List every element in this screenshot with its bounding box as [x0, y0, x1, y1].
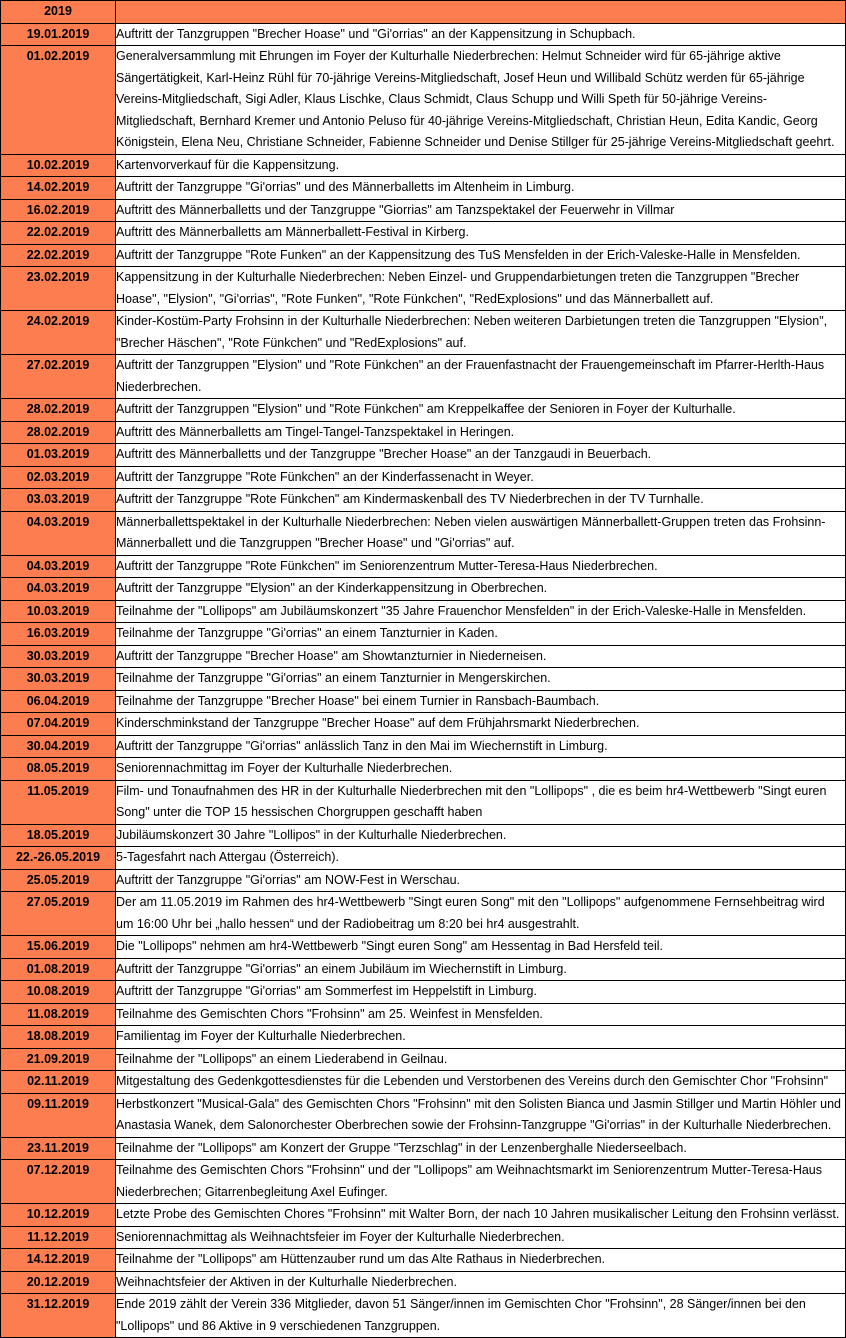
event-text-cell: Auftritt der Tanzgruppe "Elysion" an der Kinderkappensitzung in Oberbrechen. [116, 578, 846, 601]
event-text-cell: Auftritt der Tanzgruppe "Gi'orrias" an einem Jubiläum im Wiechernstift in Limburg. [116, 958, 846, 981]
event-date-cell: 30.03.2019 [1, 645, 116, 668]
event-date-cell: 31.12.2019 [1, 1294, 116, 1338]
event-date-cell: 07.04.2019 [1, 713, 116, 736]
event-date-cell: 27.02.2019 [1, 355, 116, 399]
event-row [1, 1271, 846, 1294]
event-date-cell: 01.03.2019 [1, 444, 116, 467]
event-text-cell: 5-Tagesfahrt nach Attergau (Österreich). [116, 847, 846, 870]
event-date-cell: 04.03.2019 [1, 578, 116, 601]
event-row [1, 399, 846, 422]
event-row [1, 1093, 846, 1137]
event-row [1, 1071, 846, 1094]
event-row [1, 1226, 846, 1249]
event-row [1, 199, 846, 222]
event-row [1, 1137, 846, 1160]
event-row [1, 1160, 846, 1204]
event-row [1, 1249, 846, 1272]
event-row [1, 780, 846, 824]
event-text-cell: Auftritt der Tanzgruppe "Gi'orrias" am NOW-Fest in Werschau. [116, 869, 846, 892]
event-row [1, 466, 846, 489]
event-text-cell: Teilnahme der Tanzgruppe "Gi'orrias" an einem Tanzturnier in Mengerskirchen. [116, 668, 846, 691]
event-date-cell: 03.03.2019 [1, 489, 116, 512]
event-row [1, 735, 846, 758]
event-text-cell: Teilnahme der "Lollipops" am Konzert der Gruppe "Terzschlag" in der Lenzenberghalle Niederseelbach. [116, 1137, 846, 1160]
event-date-cell: 11.08.2019 [1, 1003, 116, 1026]
event-date-cell: 20.12.2019 [1, 1271, 116, 1294]
event-row [1, 555, 846, 578]
event-row [1, 177, 846, 200]
event-text-cell: Auftritt der Tanzgruppe "Rote Fünkchen" an der Kinderfassenacht in Weyer. [116, 466, 846, 489]
event-date-cell: 02.03.2019 [1, 466, 116, 489]
event-text-cell: Jubiläumskonzert 30 Jahre "Lollipos" in der Kulturhalle Niederbrechen. [116, 824, 846, 847]
event-row [1, 1294, 846, 1338]
event-date-cell: 11.05.2019 [1, 780, 116, 824]
event-row [1, 355, 846, 399]
event-text-cell: Auftritt des Männerballetts und der Tanzgruppe "Brecher Hoase" an der Tanzgaudi in Beuerbach. [116, 444, 846, 467]
event-text-cell: Auftritt der Tanzgruppen "Brecher Hoase" und "Gi'orrias" an der Kappensitzung in Schupbach. [116, 23, 846, 46]
event-date-cell: 10.08.2019 [1, 981, 116, 1004]
event-row [1, 444, 846, 467]
event-text-cell: Auftritt der Tanzgruppe "Rote Fünkchen" im Seniorenzentrum Mutter-Teresa-Haus Niederbrechen. [116, 555, 846, 578]
event-row [1, 511, 846, 555]
event-text-cell: Auftritt der Tanzgruppe "Gi'orrias" anlässlich Tanz in den Mai im Wiechernstift in Limburg. [116, 735, 846, 758]
event-text-cell: Weihnachtsfeier der Aktiven in der Kulturhalle Niederbrechen. [116, 1271, 846, 1294]
event-row [1, 1204, 846, 1227]
event-row [1, 311, 846, 355]
event-text-cell: Die "Lollipops" nehmen am hr4-Wettbewerb "Singt euren Song" am Hessentag in Bad Hersfeld teil. [116, 936, 846, 959]
event-row [1, 824, 846, 847]
event-text-cell: Familientag im Foyer der Kulturhalle Niederbrechen. [116, 1026, 846, 1049]
event-row [1, 578, 846, 601]
event-text-cell: Teilnahme der "Lollipops" am Jubiläumskonzert "35 Jahre Frauenchor Mensfelden" in der Erich-Valeske-Halle in Mensfelden. [116, 600, 846, 623]
event-text-cell: Männerballettspektakel in der Kulturhalle Niederbrechen: Neben vielen auswärtigen Männerballett-Gruppen treten das Frohsinn-Männerballett und die Tanzgruppen "Brecher Hoase" und "Gi'orrias" auf. [116, 511, 846, 555]
event-text-cell: Teilnahme der Tanzgruppe "Brecher Hoase" bei einem Turnier in Ransbach-Baumbach. [116, 690, 846, 713]
event-row [1, 758, 846, 781]
event-row [1, 489, 846, 512]
event-date-cell: 22.02.2019 [1, 244, 116, 267]
event-text-cell: Seniorennachmittag im Foyer der Kulturhalle Niederbrechen. [116, 758, 846, 781]
event-row [1, 623, 846, 646]
event-text-cell: Auftritt der Tanzgruppe "Gi'orrias" am Sommerfest im Heppelstift in Limburg. [116, 981, 846, 1004]
event-date-cell: 22.02.2019 [1, 222, 116, 245]
event-text-cell: Auftritt des Männerballetts und der Tanzgruppe "Giorrias" am Tanzspektakel der Feuerwehr in Villmar [116, 199, 846, 222]
event-row [1, 46, 846, 155]
year-header-row [1, 1, 846, 24]
event-text-cell: Mitgestaltung des Gedenkgottesdienstes für die Lebenden und Verstorbenen des Vereins durch den Gemischter Chor "Frohsinn" [116, 1071, 846, 1094]
event-row [1, 981, 846, 1004]
event-row [1, 936, 846, 959]
event-date-cell: 28.02.2019 [1, 399, 116, 422]
event-row [1, 1003, 846, 1026]
event-text-cell: Teilnahme des Gemischten Chors "Frohsinn" und der "Lollipops" am Weihnachtsmarkt im Seniorenzentrum Mutter-Teresa-Haus Niederbrechen; Gitarrenbegleitung Axel Eufinger. [116, 1160, 846, 1204]
event-date-cell: 14.12.2019 [1, 1249, 116, 1272]
event-text-cell: Teilnahme der Tanzgruppe "Gi'orrias" an einem Tanzturnier in Kaden. [116, 623, 846, 646]
event-text-cell: Der am 11.05.2019 im Rahmen des hr4-Wettbewerb "Singt euren Song" mit den "Lollipops" aufgenommene Fernsehbeitrag wird um 16:00 Uhr bei „hallo hessen“ und der Radiobeitrag um 8:20 bei hr4 ausgestrahlt. [116, 892, 846, 936]
event-row [1, 892, 846, 936]
event-text-cell: Letzte Probe des Gemischten Chores "Frohsinn" mit Walter Born, der nach 10 Jahren musikalischer Leitung den Frohsinn verlässt. [116, 1204, 846, 1227]
event-date-cell: 30.04.2019 [1, 735, 116, 758]
event-date-cell: 18.05.2019 [1, 824, 116, 847]
event-row [1, 267, 846, 311]
event-row [1, 869, 846, 892]
event-date-cell: 14.02.2019 [1, 177, 116, 200]
event-text-cell: Kartenvorverkauf für die Kappensitzung. [116, 154, 846, 177]
event-date-cell: 27.05.2019 [1, 892, 116, 936]
event-date-cell: 06.04.2019 [1, 690, 116, 713]
event-text-cell: Teilnahme der "Lollipops" an einem Liederabend in Geilnau. [116, 1048, 846, 1071]
event-row [1, 713, 846, 736]
event-date-cell: 21.09.2019 [1, 1048, 116, 1071]
events-table-body [1, 1, 846, 1338]
event-text-cell: Auftritt des Männerballetts am Männerballett-Festival in Kirberg. [116, 222, 846, 245]
event-row [1, 690, 846, 713]
event-date-cell: 16.02.2019 [1, 199, 116, 222]
event-text-cell: Seniorennachmittag als Weihnachtsfeier im Foyer der Kulturhalle Niederbrechen. [116, 1226, 846, 1249]
year-header-empty-cell [116, 1, 846, 24]
event-date-cell: 23.11.2019 [1, 1137, 116, 1160]
event-text-cell: Auftritt der Tanzgruppe "Brecher Hoase" am Showtanzturnier in Niederneisen. [116, 645, 846, 668]
event-row [1, 668, 846, 691]
event-text-cell: Kinderschminkstand der Tanzgruppe "Brecher Hoase" auf dem Frühjahrsmarkt Niederbrechen. [116, 713, 846, 736]
event-date-cell: 01.08.2019 [1, 958, 116, 981]
event-text-cell: Film- und Tonaufnahmen des HR in der Kulturhalle Niederbrechen mit den "Lollipops" , die es beim hr4-Wettbewerb "Singt euren Song" unter die TOP 15 hessischen Chorgruppen geschafft haben [116, 780, 846, 824]
event-date-cell: 09.11.2019 [1, 1093, 116, 1137]
event-date-cell: 19.01.2019 [1, 23, 116, 46]
event-row [1, 1048, 846, 1071]
event-text-cell: Kinder-Kostüm-Party Frohsinn in der Kulturhalle Niederbrechen: Neben weiteren Darbietungen treten die Tanzgruppen "Elysion", "Brecher Häschen", "Rote Fünkchen" und "RedExplosions" auf. [116, 311, 846, 355]
event-date-cell: 28.02.2019 [1, 421, 116, 444]
event-row [1, 23, 846, 46]
event-text-cell: Auftritt des Männerballetts am Tingel-Tangel-Tanzspektakel in Heringen. [116, 421, 846, 444]
event-text-cell: Auftritt der Tanzgruppen "Elysion" und "Rote Fünkchen" an der Frauenfastnacht der Frauengemeinschaft im Pfarrer-Herlth-Haus Niederbrechen. [116, 355, 846, 399]
event-text-cell: Kappensitzung in der Kulturhalle Niederbrechen: Neben Einzel- und Gruppendarbietungen treten die Tanzgruppen "Brecher Hoase", "Elysion", "Gi'orrias", "Rote Funken", "Rote Fünkchen", "RedExplosions" und das Männerballett auf. [116, 267, 846, 311]
event-text-cell: Teilnahme der "Lollipops" am Hüttenzauber rund um das Alte Rathaus in Niederbrechen. [116, 1249, 846, 1272]
event-row [1, 645, 846, 668]
event-date-cell: 30.03.2019 [1, 668, 116, 691]
event-row [1, 600, 846, 623]
event-row [1, 154, 846, 177]
event-row [1, 421, 846, 444]
event-text-cell: Auftritt der Tanzgruppe "Rote Funken" an der Kappensitzung des TuS Mensfelden in der Erich-Valeske-Halle in Mensfelden. [116, 244, 846, 267]
event-date-cell: 18.08.2019 [1, 1026, 116, 1049]
event-date-cell: 25.05.2019 [1, 869, 116, 892]
event-text-cell: Herbstkonzert "Musical-Gala" des Gemischten Chors "Frohsinn" mit den Solisten Bianca und Jasmin Stillger und Martin Höhler und Anastasia Wanek, dem Salonorchester Oberbrechen sowie der Frohsinn-Tanzgruppe "Gi'orrias" in der Kulturhalle Niederbrechen. [116, 1093, 846, 1137]
event-text-cell: Teilnahme des Gemischten Chors "Frohsinn" am 25. Weinfest in Mensfelden. [116, 1003, 846, 1026]
event-date-cell: 04.03.2019 [1, 511, 116, 555]
event-date-cell: 10.12.2019 [1, 1204, 116, 1227]
event-date-cell: 02.11.2019 [1, 1071, 116, 1094]
event-date-cell: 11.12.2019 [1, 1226, 116, 1249]
event-date-cell: 01.02.2019 [1, 46, 116, 155]
event-row [1, 222, 846, 245]
event-date-cell: 07.12.2019 [1, 1160, 116, 1204]
year-header-cell: 2019 [1, 1, 116, 24]
event-text-cell: Ende 2019 zählt der Verein 336 Mitglieder, davon 51 Sänger/innen im Gemischten Chor "Frohsinn", 28 Sänger/innen bei den "Lollipops" und 86 Aktive in 9 verschiedenen Tanzgruppen. [116, 1294, 846, 1338]
event-text-cell: Generalversammlung mit Ehrungen im Foyer der Kulturhalle Niederbrechen: Helmut Schneider wird für 65-jährige aktive Sängertätigkeit, Karl-Heinz Rühl für 70-jährige Vereins-Mitgliedschaft, Josef Heun und Willibald Schütz werden für 65-jährige Vereins-Mitgliedschaft, Sigi Adler, Klaus Lischke, Claus Schmidt, Claus Schupp und Willi Speth für 50-jährige Vereins-Mitgliedschaft, Bernhard Kremer und Antonio Peluso für 40-jährige Vereins-Mitgliedschaft, Christian Heun, Edita Kandic, Georg Königstein, Elena Neu, Christiane Schneider, Fabienne Schneider und Denise Stillger für 25-jährige Vereins-Mitgliedschaft geehrt. [116, 46, 846, 155]
event-date-cell: 24.02.2019 [1, 311, 116, 355]
event-date-cell: 04.03.2019 [1, 555, 116, 578]
event-text-cell: Auftritt der Tanzgruppe "Gi'orrias" und des Männerballetts im Altenheim in Limburg. [116, 177, 846, 200]
event-row [1, 244, 846, 267]
event-date-cell: 16.03.2019 [1, 623, 116, 646]
event-row [1, 1026, 846, 1049]
event-date-cell: 15.06.2019 [1, 936, 116, 959]
event-date-cell: 10.03.2019 [1, 600, 116, 623]
event-text-cell: Auftritt der Tanzgruppe "Rote Fünkchen" am Kindermaskenball des TV Niederbrechen in der TV Turnhalle. [116, 489, 846, 512]
event-date-cell: 23.02.2019 [1, 267, 116, 311]
event-date-cell: 10.02.2019 [1, 154, 116, 177]
event-row [1, 958, 846, 981]
event-date-cell: 22.-26.05.2019 [1, 847, 116, 870]
event-text-cell: Auftritt der Tanzgruppen "Elysion" und "Rote Fünkchen" am Kreppelkaffee der Senioren in Foyer der Kulturhalle. [116, 399, 846, 422]
event-row [1, 847, 846, 870]
event-date-cell: 08.05.2019 [1, 758, 116, 781]
